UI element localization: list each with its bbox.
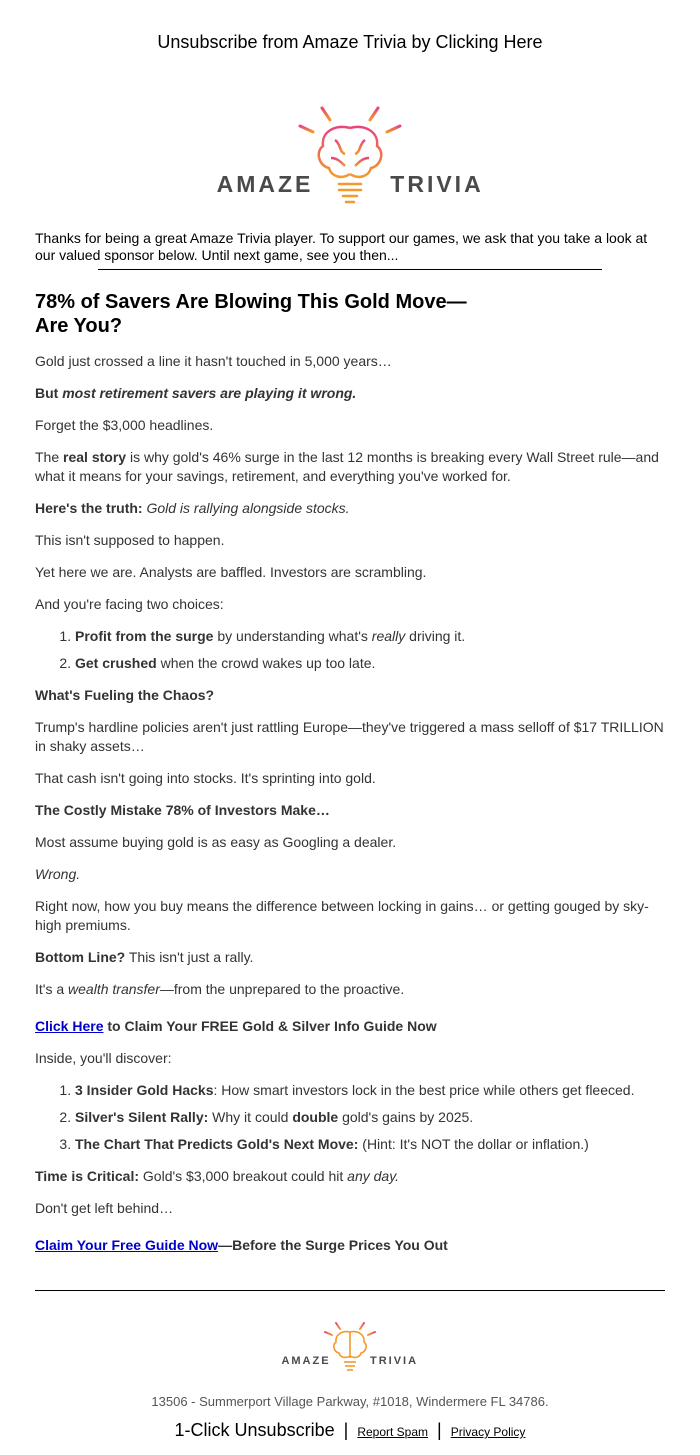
paragraph: But most retirement savers are playing it wrong.: [35, 385, 357, 401]
footer-brand-left-word: AMAZE: [281, 1355, 331, 1367]
paragraph: Gold just crossed a line it hasn't touched in 5,000 years…: [35, 353, 392, 369]
postal-address: 13506 - Summerport Village Parkway, #1018, Windermere FL 34786.: [151, 1394, 549, 1409]
list-item: 3. The Chart That Predicts Gold's Next Move: (Hint: It's NOT the dollar or inflation.): [75, 1135, 665, 1154]
paragraph: This isn't supposed to happen.: [35, 532, 225, 548]
paragraph: Time is Critical: Gold's $3,000 breakout could hit any day.: [35, 1168, 400, 1184]
article: [35, 290, 665, 1268]
list-item: 1. 3 Insider Gold Hacks: How smart investors lock in the best price while others get fleeced.: [75, 1081, 665, 1100]
privacy-policy-link[interactable]: Privacy Policy: [450, 1425, 526, 1439]
paragraph: Forget the $3,000 headlines.: [35, 417, 214, 433]
separator: |: [437, 1420, 442, 1440]
one-click-unsubscribe-link[interactable]: 1-Click Unsubscribe: [174, 1420, 335, 1440]
paragraph: Bottom Line? This isn't just a rally.: [35, 949, 254, 965]
paragraph: Here's the truth: Gold is rallying alongside stocks.: [35, 500, 350, 516]
separator: |: [343, 1420, 349, 1440]
list-item: 2. Get crushed when the crowd wakes up too late.: [75, 654, 665, 673]
paragraph: Inside, you'll discover:: [35, 1050, 172, 1066]
paragraph: That cash isn't going into stocks. It's sprinting into gold.: [35, 770, 376, 786]
list-item: 1. Profit from the surge by understanding what's really driving it.: [75, 627, 665, 646]
discover-list: [35, 1081, 665, 1154]
choices-list: [35, 627, 665, 673]
lightbulb-brain-icon: [215, 96, 485, 211]
paragraph: And you're facing two choices:: [35, 596, 224, 612]
brand-left-word: AMAZE: [216, 171, 314, 197]
paragraph: Right now, how you buy means the difference between locking in gains… or getting gouged by sky-high premiums.: [35, 898, 649, 933]
cta-line: Claim Your Free Guide Now—Before the Surge Prices You Out: [35, 1237, 448, 1253]
paragraph: Trump's hardline policies aren't just rattling Europe—they've triggered a mass selloff of $17 TRILLION in shaky assets…: [35, 719, 664, 754]
paragraph: Wrong.: [35, 866, 81, 882]
footer-links: [0, 1420, 700, 1441]
cta-line: Click Here to Claim Your FREE Gold & Silver Info Guide Now: [35, 1018, 437, 1034]
list-item: 2. Silver's Silent Rally: Why it could double gold's gains by 2025.: [75, 1108, 665, 1127]
claim-guide-link[interactable]: Claim Your Free Guide Now: [35, 1237, 219, 1253]
intro-text: Thanks for being a great Amaze Trivia player. To support our games, we ask that you take a look at our valued sponsor below. Until next game, see you then...: [35, 230, 648, 263]
brand-right-word: TRIVIA: [390, 171, 484, 197]
paragraph: Most assume buying gold is as easy as Googling a dealer.: [35, 834, 397, 850]
section-heading: The Costly Mistake 78% of Investors Make…: [35, 802, 330, 818]
paragraph: It's a wealth transfer—from the unprepared to the proactive.: [35, 981, 405, 997]
footer-brand-right-word: TRIVIA: [369, 1355, 419, 1367]
top-unsubscribe-link[interactable]: Unsubscribe from Amaze Trivia by Clicking Here: [157, 32, 543, 52]
divider: [98, 269, 602, 270]
click-here-link[interactable]: Click Here: [35, 1018, 104, 1034]
headline: 78% of Savers Are Blowing This Gold Move— Are You?: [35, 291, 467, 337]
lightbulb-brain-icon: [280, 1318, 420, 1374]
report-spam-link[interactable]: Report Spam: [357, 1425, 429, 1439]
paragraph: The real story is why gold's 46% surge in the last 12 months is breaking every Wall Street rule—and what it means for your savings, retirement, and everything you've worked for.: [35, 449, 659, 484]
divider: [35, 1290, 665, 1291]
brand-logo: [0, 96, 700, 216]
paragraph: Don't get left behind…: [35, 1200, 174, 1216]
paragraph: Yet here we are. Analysts are baffled. Investors are scrambling.: [35, 564, 427, 580]
footer-brand-logo: [0, 1318, 700, 1379]
section-heading: What's Fueling the Chaos?: [35, 687, 215, 703]
